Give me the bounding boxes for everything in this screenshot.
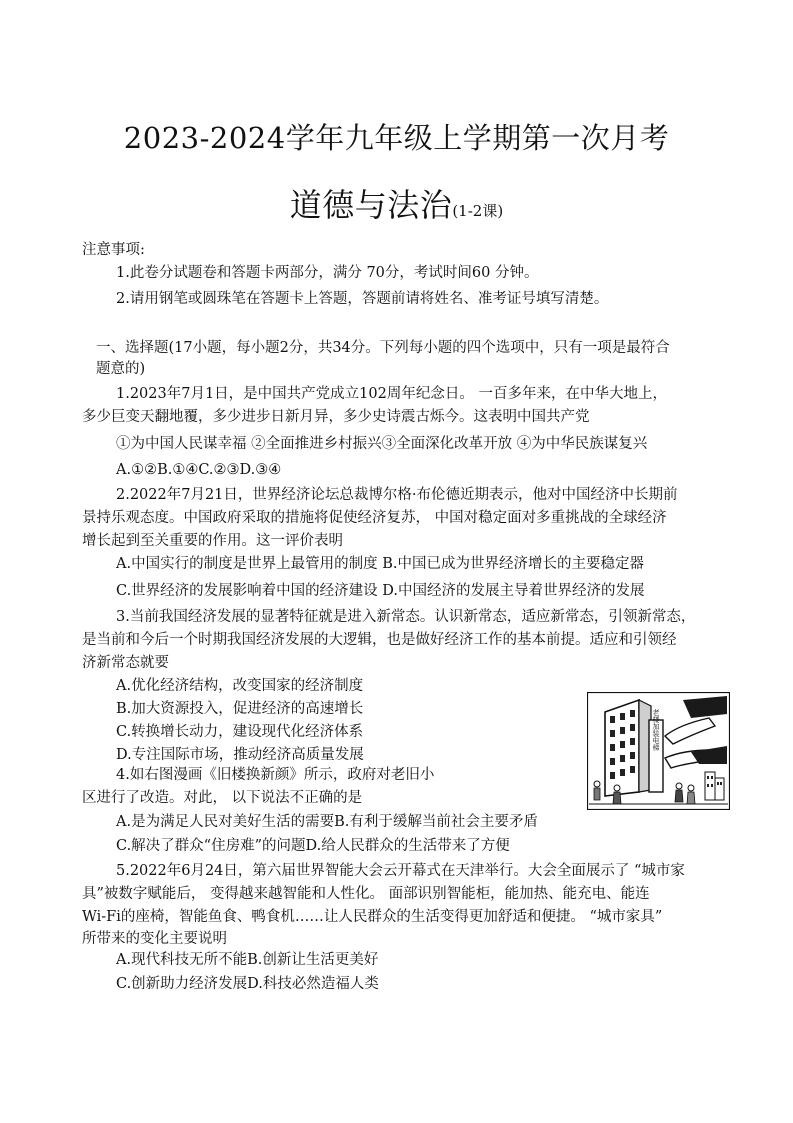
- subject-title: [0, 180, 793, 226]
- question-stem: 1.2023年7月1日，是中国共产党成立102周年纪念日。 一百多年来，在中华大地上，: [116, 386, 667, 402]
- question-option: C.解决了群众“住房难”的问题D.给人民群众的生活带来了方便: [116, 838, 510, 854]
- question-stem: 所带来的变化主要说明: [82, 931, 227, 947]
- question-stem: 4.如右图漫画《旧楼换新颜》所示，政府对老旧小: [116, 767, 435, 783]
- notes-heading: 注意事项:: [82, 242, 145, 258]
- question-stem: 济新常态就要: [82, 655, 169, 671]
- question-option: C.世界经济的发展影响着中国的经济建设 D.中国经济的发展主导着世界经济的发展: [116, 583, 645, 599]
- question-statements: ①为中国人民谋幸福 ②全面推进乡村振兴③全面深化改革开放 ④为中华民族谋复兴: [116, 436, 648, 452]
- cartoon-drawing: [587, 692, 730, 810]
- question-option: C.转换增长动力，建设现代化经济体系: [116, 724, 364, 740]
- note-item: 1.此卷分试题卷和答题卡两部分，满分 70分，考试时间60 分钟。: [116, 265, 539, 281]
- question-option: D.专注国际市场，推动经济高质量发展: [116, 747, 364, 763]
- question-option: A.优化经济结构，改变国家的经济制度: [116, 678, 364, 694]
- question-option: C.创新助力经济发展D.科技必然造福人类: [116, 976, 379, 992]
- question-stem: 3.当前我国经济发展的显著特征就是进入新常态。认识新常态，适应新常态，引领新常态，: [116, 609, 696, 625]
- exam-title: 2023-2024学年九年级上学期第一次月考: [123, 121, 670, 155]
- cartoon-label: 老楼加装电梯: [652, 709, 660, 751]
- question-stem: 5.2022年6月24日，第六届世界智能大会云开幕式在天津举行。大会全面展示了 “城市家: [116, 863, 685, 879]
- question-options: A.①②B.①④C.②③D.③④: [116, 462, 282, 478]
- cartoon-illustration: [587, 692, 730, 810]
- question-stem: 是当前和今后一个时期我国经济发展的大逻辑，也是做好经济工作的基本前提。适应和引领经: [82, 632, 677, 648]
- question-option: A.中国实行的制度是世界上最管用的制度 B.中国已成为世界经济增长的主要稳定器: [116, 556, 644, 572]
- section-heading-cont: 题意的): [96, 361, 146, 377]
- question-stem: 2.2022年7月21日，世界经济论坛总裁博尔格·布伦德近期表示，他对中国经济中长期前: [116, 487, 678, 503]
- question-stem: 多少巨变天翻地覆，多少进步日新月异，多少史诗震古烁今。这表明中国共产党: [82, 409, 590, 425]
- question-stem: 景持乐观态度。中国政府采取的措施将促使经济复苏， 中国对稳定面对多重挑战的全球经济: [82, 510, 667, 526]
- subject-scope: (1-2课): [452, 202, 504, 220]
- question-option: B.加大资源投入，促进经济的高速增长: [116, 701, 364, 717]
- question-stem: 区进行了改造。对此， 以下说法不正确的是: [82, 790, 363, 806]
- note-item: 2.请用钢笔或圆珠笔在答题卡上答题，答题前请将姓名、准考证号填写清楚。: [116, 291, 609, 307]
- subject-name: 道德与法治: [289, 186, 453, 224]
- question-stem: Wi-Fi的座椅，智能鱼食、鸭食机……让人民群众的生活变得更加舒适和便捷。 “城市家具”: [82, 909, 663, 925]
- question-stem: 具”被数字赋能后， 变得越来越智能和人性化。 面部识别智能柜，能加热、能充电、能连: [82, 886, 650, 902]
- question-stem: 增长起到至关重要的作用。这一评价表明: [82, 533, 343, 549]
- section-heading: 一、选择题(17小题，每小题2分，共34分。下列每小题的四个选项中，只有一项是最符合: [96, 340, 670, 356]
- question-option: A.现代科技无所不能B.创新让生活更美好: [116, 952, 379, 968]
- question-option: A.是为满足人民对美好生活的需要B.有利于缓解当前社会主要矛盾: [116, 814, 538, 830]
